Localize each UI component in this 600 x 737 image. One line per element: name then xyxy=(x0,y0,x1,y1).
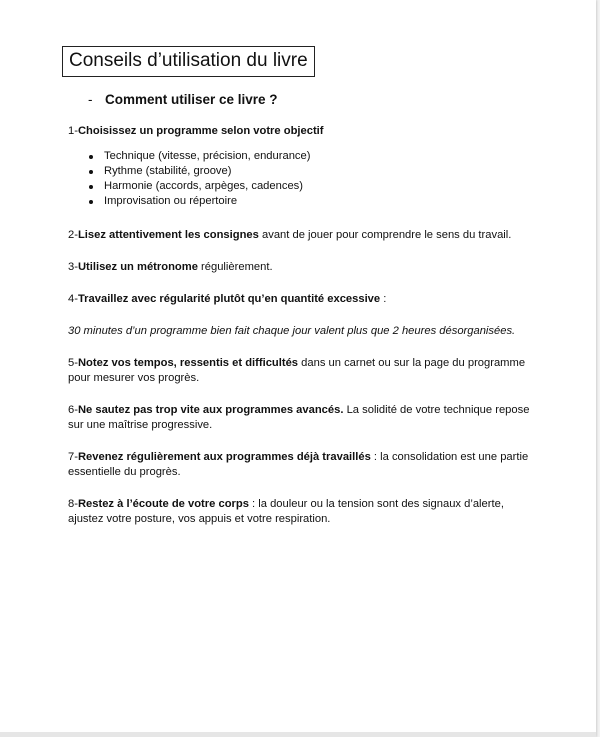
advice-item-3 xyxy=(68,260,538,275)
bullet-item xyxy=(89,194,538,209)
item-bold-text: Utilisez un métronome xyxy=(77,261,198,273)
bullet-dot-icon xyxy=(89,170,93,174)
item-number: 3- xyxy=(68,261,78,273)
item-text: dans un carnet ou sur la page du programme pour mesurer vos progrès. xyxy=(68,357,526,384)
bullet-text: Harmonie (accords, arpèges, cadences) xyxy=(104,180,303,192)
item-bold-text: Travaillez avec régularité plutôt qu’en quantité excessive xyxy=(77,293,381,305)
bullet-text: Rythme (stabilité, groove) xyxy=(104,165,232,177)
bullet-item xyxy=(89,179,538,194)
advice-list xyxy=(68,124,538,544)
bullet-dot-icon xyxy=(89,155,93,159)
item-number: 8- xyxy=(68,498,78,510)
advice-item-4 xyxy=(68,292,538,307)
advice-item-7 xyxy=(68,450,538,480)
heading-dash: - xyxy=(88,92,93,107)
quote-text: 30 minutes d’un programme bien fait chaque jour valent plus que 2 heures désorganisées. xyxy=(68,325,516,337)
section-heading xyxy=(88,92,278,107)
item-text: La solidité de votre technique repose sur une maîtrise progressive. xyxy=(68,404,530,431)
bullet-item xyxy=(89,149,538,164)
item-text: avant de jouer pour comprendre le sens du travail. xyxy=(258,229,512,241)
item-bold-text: Ne sautez pas trop vite aux programmes avancés. xyxy=(77,404,344,416)
page-bottom-edge xyxy=(0,732,596,737)
bullet-text: Improvisation ou répertoire xyxy=(104,195,238,207)
item-bold-text: Choisissez un programme selon votre objectif xyxy=(77,125,324,137)
advice-item-1 xyxy=(68,124,538,139)
item-number: 7- xyxy=(68,451,78,463)
heading-text: Comment utiliser ce livre ? xyxy=(105,92,278,107)
item-number: 2- xyxy=(68,229,78,241)
bullet-item xyxy=(89,164,538,179)
item-bold-text: Revenez régulièrement aux programmes déjà travaillés xyxy=(77,451,371,463)
bullet-text: Technique (vitesse, précision, endurance) xyxy=(104,150,311,162)
advice-item-8 xyxy=(68,497,538,527)
advice-item-5 xyxy=(68,356,538,386)
item-number: 4- xyxy=(68,293,78,305)
item-number: 6- xyxy=(68,404,78,416)
advice-item-2 xyxy=(68,228,538,243)
item-bold-text: Notez vos tempos, ressentis et difficultés xyxy=(77,357,299,369)
item-text: : la douleur ou la tension sont des signaux d’alerte, ajustez votre posture, vos appuis et votre respiration. xyxy=(68,498,504,525)
item-bold-text: Lisez attentivement les consignes xyxy=(77,229,259,241)
item-bold-text: Restez à l’écoute de votre corps xyxy=(77,498,249,510)
objective-bullet-list xyxy=(68,149,538,209)
item-number: 1- xyxy=(68,125,78,137)
page-title: Conseils d’utilisation du livre xyxy=(62,46,315,77)
advice-item-6 xyxy=(68,403,538,433)
item-number: 5- xyxy=(68,357,78,369)
item-text: : la consolidation est une partie essentielle du progrès. xyxy=(68,451,529,478)
bullet-dot-icon xyxy=(89,185,93,189)
item-text: : xyxy=(380,293,387,305)
bullet-dot-icon xyxy=(89,200,93,204)
item-text: régulièrement. xyxy=(197,261,273,273)
